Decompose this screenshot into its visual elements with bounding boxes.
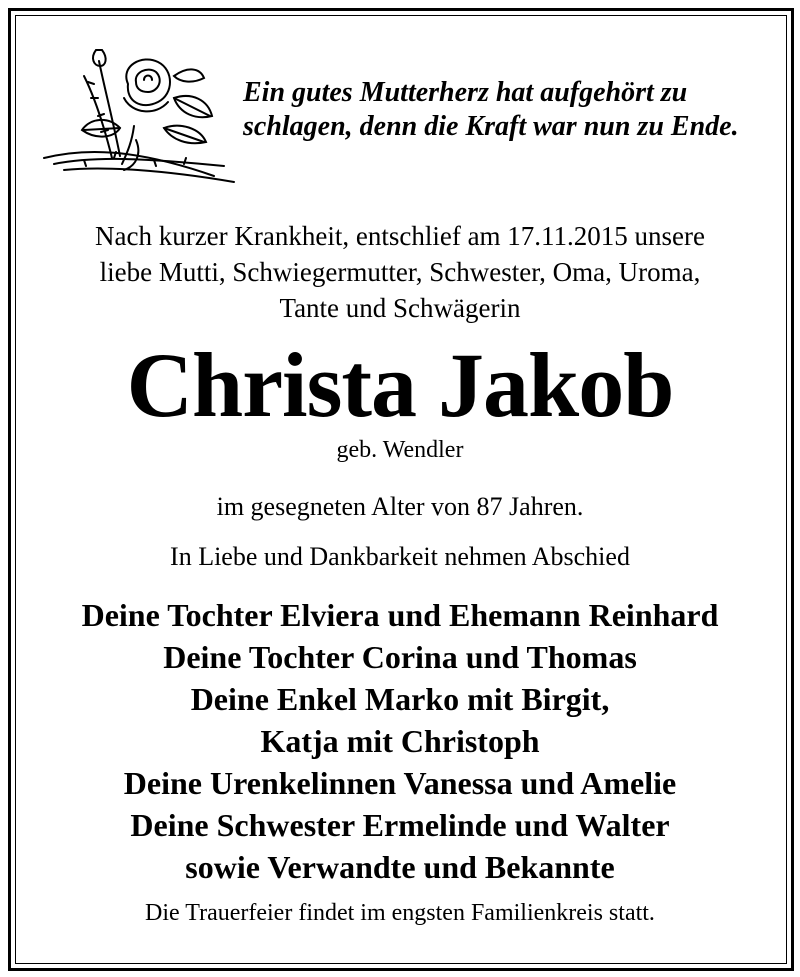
motto-line: schlagen, denn die Kraft war nun zu Ende. (243, 111, 739, 142)
motto-line: Ein gutes Mutterherz hat aufgehört zu (243, 77, 688, 108)
mourner-line: Deine Tochter Corina und Thomas (163, 639, 637, 675)
farewell-text: In Liebe und Dankbarkeit nehmen Abschied (170, 542, 630, 571)
age-text: im gesegneten Alter von 87 Jahren. (216, 492, 584, 521)
birth-name: geb. Wendler (336, 437, 464, 463)
mourner-line: Deine Schwester Ermelinde und Walter (130, 807, 670, 843)
mourner-line: Deine Urenkelinnen Vanessa und Amelie (123, 765, 677, 801)
intro-text (0, 218, 800, 326)
intro-line: liebe Mutti, Schwiegermutter, Schwester, Oma, Uroma, (99, 257, 701, 287)
deceased-name: Christa Jakob (126, 334, 674, 436)
mourner-line: Deine Tochter Elviera und Ehemann Reinhard (81, 597, 719, 633)
mourners-list (0, 594, 800, 888)
mourner-line: Katja mit Christoph (260, 723, 540, 759)
mourner-line: sowie Verwandte und Bekannte (185, 849, 615, 885)
motto-quote (243, 76, 783, 144)
rose-icon (24, 36, 244, 196)
mourner-line: Deine Enkel Marko mit Birgit, (190, 681, 610, 717)
funeral-note: Die Trauerfeier findet im engsten Familienkreis statt. (145, 900, 655, 926)
intro-line: Nach kurzer Krankheit, entschlief am 17.11.2015 unsere (94, 221, 706, 251)
intro-line: Tante und Schwägerin (279, 293, 521, 323)
